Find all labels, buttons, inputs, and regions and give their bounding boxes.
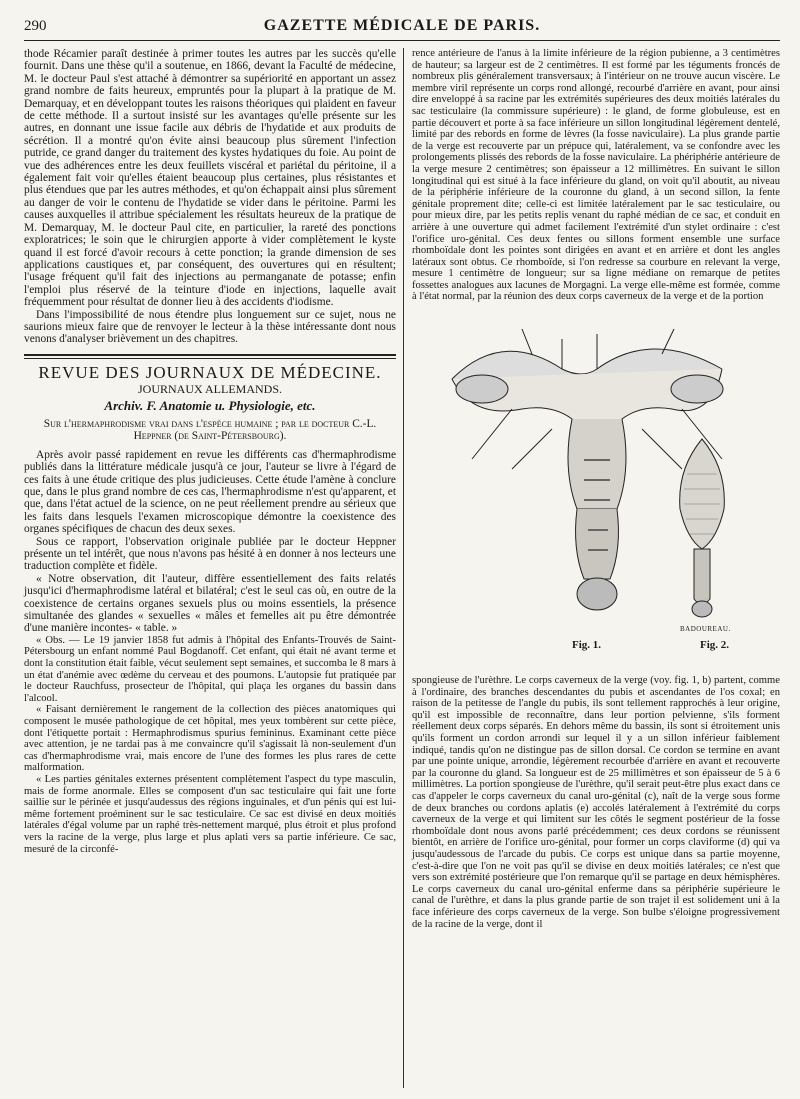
section-title: REVUE DES JOURNAUX DE MÉDECINE. xyxy=(38,362,382,382)
figure-1-caption: Fig. 1. xyxy=(572,639,602,652)
paragraph: « Les parties génitales externes présentent complètement l'aspect du type masculin, mais de forme anormale. Elles se composent d'un sac testiculaire qui fait une forte saillie sur le périnée et jusqu'audessus des régions inguinales, et d'un pénis qui est lui-même fortement proéminent sur le sac testiculaire. Ce sac est divisé en deux moitiés latérales d'égal volume par un raphé très-nettement marqué, plus étroit et plus profond vers la racine de la verge, plus large et plus aplati vers sa partie inférieure. Ce sac, mesuré de la circonfé- xyxy=(24,774,396,855)
paragraph: spongieuse de l'urèthre. Le corps caverneux de la verge (voy. fig. 1, b) partent, comme à l'ordinaire, des branches descendantes du pubis et ascendantes de l'os coxal; en raison de la petitesse de l'angle du pubis, ils sont tellement rapprochés à leur origine, qu'il est impossible de reconnaître, dans leur portion pelvienne, s'ils forment réellement deux corps séparés. En dehors même du bassin, ils sont si étroitement unis qu'ils forment un cordon arrondi sur lequel il y a un sillon inférieur faiblement indiqué, tandis qu'on ne distingue pas de sillon dorsal. Ce cordon se termine en avant par une pointe unique, arrondie, légèrement recourbée d'arrière en avant et recouverte par la couronne du gland. Sa longueur est de 25 millimètres et son épaisseur de 5 à 6 millimètres. La portion spongieuse de l'urèthre, qu'il serait peut-être plus exact dans ce cas d'appeler le corps caverneux du canal uro-génital (c), naît de la verge sous forme de deux branches ou cordons aplatis (e) accolés latéralement à l'extrémité du corps caverneux de la verge et qui limitent sur les côtés le segment postérieur de la fosse rhomboïdale dont nous avons parlé précédemment; ces deux cordons se réunissent bientôt, en arrière de l'orifice uro-génital, pour former un corps claviforme (d) qui va jusqu'audessous de l'arcade du pubis. Ce corps est unique dans sa partie moyenne, c'est-à-dire que l'on ne voit pas qu'il se divise en deux moitiés latérales; ce n'est que vers son extrémité postérieure que l'on remarque qu'il se partage en deux hémisphères. Le corps caverneux du canal uro-génital enferme dans sa périphérie supérieure le canal de l'urèthre, et dans la plus grande partie de son trajet il est solidement uni à la face inférieure des corps caverneux de la verge. Son bulbe s'éloigne progressivement de la racine de la verge, dont il xyxy=(412,675,780,930)
page-header xyxy=(24,14,780,41)
section-subtitle: JOURNAUX ALLEMANDS. xyxy=(137,382,282,397)
paragraph: « Obs. — Le 19 janvier 1858 fut admis à l'hôpital des Enfants-Trouvés de Saint-Pétersbourg un enfant nommé Paul Bogdanoff. Cet enfant, qui était né avant terme et dont la constitution était faible, vécut seulement sept semaines, et succomba le 8 mars à un état d'anémie avec œdème du cerveau et des poumons. L'autopsie fut pratiquée par le docteur Rauchfuss, prosecteur de l'hôpital, qui plaça les organes du bassin dans l'alcool. xyxy=(24,634,396,704)
paragraph: « Notre observation, dit l'auteur, diffère essentiellement des faits relatés jusqu'ici d'hermaphrodisme latéral et bilatéral; c'est le seul cas où, en outre de la coexistence de certains organes sexuels plus ou moins essentiels, la présence simultanée des glandes « sexuelles « mâles et femelles ait pu être démontrée d'une manière incontes- « table. » xyxy=(24,572,396,635)
anatomy-engraving xyxy=(412,309,780,669)
left-column xyxy=(24,48,396,855)
section-rule xyxy=(24,354,396,359)
paragraph: « Faisant dernièrement le rangement de la collection des pièces anatomiques qui composent le musée pathologique de cet hôpital, mes yeux tombèrent sur cette pièce, dont l'étiquette portait : Hermaphrodismus spurius femininus. Examinant cette pièce avec attention, je ne tardai pas à me convaincre qu'il s'agissait là non-seulement d'un cas d'hermaphrodisme vrai, mais encore de l'une des formes les plus rares de cette malformation. xyxy=(24,704,396,774)
paragraph: Après avoir passé rapidement en revue les différents cas d'hermaphrodisme publiés dans la littérature médicale jusqu'à ce jour, l'auteur se livre à l'égard de ces faits à une étude critique des plus judicieuses. Cette étude l'amène à conclure que, dans le plus grand nombre de ces cas, l'hermaphrodisme n'est qu'apparent, et que, dans l'état actuel de la science, on ne peut réellement prendre au sérieux que les faits dans lesquels l'examen microscopique démontre la coexistence des organes spécifiques de chacun des deux sexes. xyxy=(24,448,396,536)
page-number: 290 xyxy=(24,18,47,34)
right-column xyxy=(412,48,780,930)
column-divider xyxy=(403,48,404,1088)
journal-name: Archiv. F. Anatomie u. Physiologie, etc. xyxy=(104,397,316,413)
article-title: Sur l'hermaphrodisme vrai dans l'espèce humaine ; par le docteur C.-L. Heppner (de Saint-Pétersbourg). xyxy=(43,417,377,443)
paragraph: Sous ce rapport, l'observation originale publiée par le docteur Heppner présente un tel intérêt, que nous n'avons pas hésité à en donner à nos lecteurs une traduction complète et fidèle. xyxy=(24,535,396,573)
engraver-signature: BADOUREAU. xyxy=(680,625,731,634)
paragraph: rence antérieure de l'anus à la limite inférieure de la région pubienne, a 3 centimètres de hauteur; sa largeur est de 2 centimètres. Il est formé par les téguments froncés de nombreux plis généralement transversaux; à l'intérieur on ne trouve aucun viscère. Le membre viril représente un corps rond allongé, recourbé d'arrière en avant, pour ainsi dire enveloppé à sa racine par les extrémités supérieures des deux moitiés latérales du sac testiculaire (la commissure supérieure) : le gland, de forme globuleuse, est en partie découvert et porte à sa face inférieure un sillon longitudinal légèrement dentelé, limité par des rebords en forme de lèvres (la fosse naviculaire). La plus grande partie de la verge est recouverte par un prépuce qui, latéralement, va se confondre avec les prolongements plissés des rebords de la fosse naviculaire. La phériphérie antérieure de la verge mesure 2 centimètres; son épaisseur a 12 millimètres. En suivant le sillon longitudinal qui est situé à la face inférieure du gland, on voit qu'il aboutit, au niveau de la périphérie inférieure de la couronne du gland, à un second sillon, la fente génitale proprement dite; celle-ci est limitée latéralement par le sac testiculaire, ou pour mieux dire, par les petits replis venant du raphé médian de ce sac, et conduit en arrière à une ouverture qui admet facilement l'extrémité d'un stylet ordinaire : c'est l'orifice uro-génital. Ces deux fentes ou sillons forment ensemble une surface rhomboïdale dont les pointes sont dirigées en avant et en arrière et dont les angles latéraux sont obtus. Ce rhomboïde, si l'on redresse sa courbure en relevant la verge, mesure 1 centimètre de longueur; sur sa ligne médiane on remarque de petites fossettes analogues aux lacunes de Morgagni. La verge elle-même est formée, comme à l'état normal, par la réunion des deux corps caverneux de la verge et de la portion xyxy=(412,48,780,303)
paragraph: Dans l'impossibilité de nous étendre plus longuement sur ce sujet, nous ne saurions mieux faire que de renvoyer le lecteur à la thèse intéressante dont nous venons d'analyser brièvement un des chapitres. xyxy=(24,308,396,346)
paragraph: thode Récamier paraît destinée à primer toutes les autres par les succès qu'elle fournit. Dans une thèse qu'il a soutenue, en 1866, devant la Faculté de médecine, M. le docteur Paul s'est attaché à démontrer sa supériorité en apportant un assez grand nombre de faits heureux, empruntés pour la plupart à la pratique de M. Demarquay, et en développant toutes les raisons théoriques qui plaident en faveur de cette méthode. Il a surtout insisté sur les avantages qu'elle présente sur les autres, en donnant une issue facile aux débris de l'hydatide et aux produits de sécrétion. Il a montré qu'on évite ainsi beaucoup plus sûrement l'infection putride, ce grand danger du traitement des kystes hydatiques du foie. Au point de vue des adhérences entre les deux feuillets viscéral et pariétal du péritoine, il a également fait voir qu'elles étaient beaucoup plus certaines, plus résistantes et plus étendues que par les autres méthodes, et qu'on échappait ainsi plus sûrement au danger de voir le contenu de l'hydatide se vider dans le péritoine. Parmi les causes auxquelles il attribue spécialement les résultats heureux de la pratique de M. Demarquay, M. le docteur Paul cite, en particulier, la rareté des ponctions exploratrices; le soin que le chirurgien apporte à vider complètement le kyste quand il est forcé d'avoir recours à cette ponction; la grande dimension de ses applications caustiques et, par conséquent, des ouvertures qui en résultent; l'usage fréquent qu'il fait des injections au permanganate de potasse; enfin l'emploi plus réservé de la teinture d'iode en injections, laquelle avait fréquemment pour résultat de donner lieu à des accidents d'iodisme. xyxy=(24,48,396,309)
figure-2-caption: Fig. 2. xyxy=(700,639,730,652)
journal-title: GAZETTE MÉDICALE DE PARIS. xyxy=(263,17,541,34)
anatomical-figure xyxy=(412,309,780,669)
